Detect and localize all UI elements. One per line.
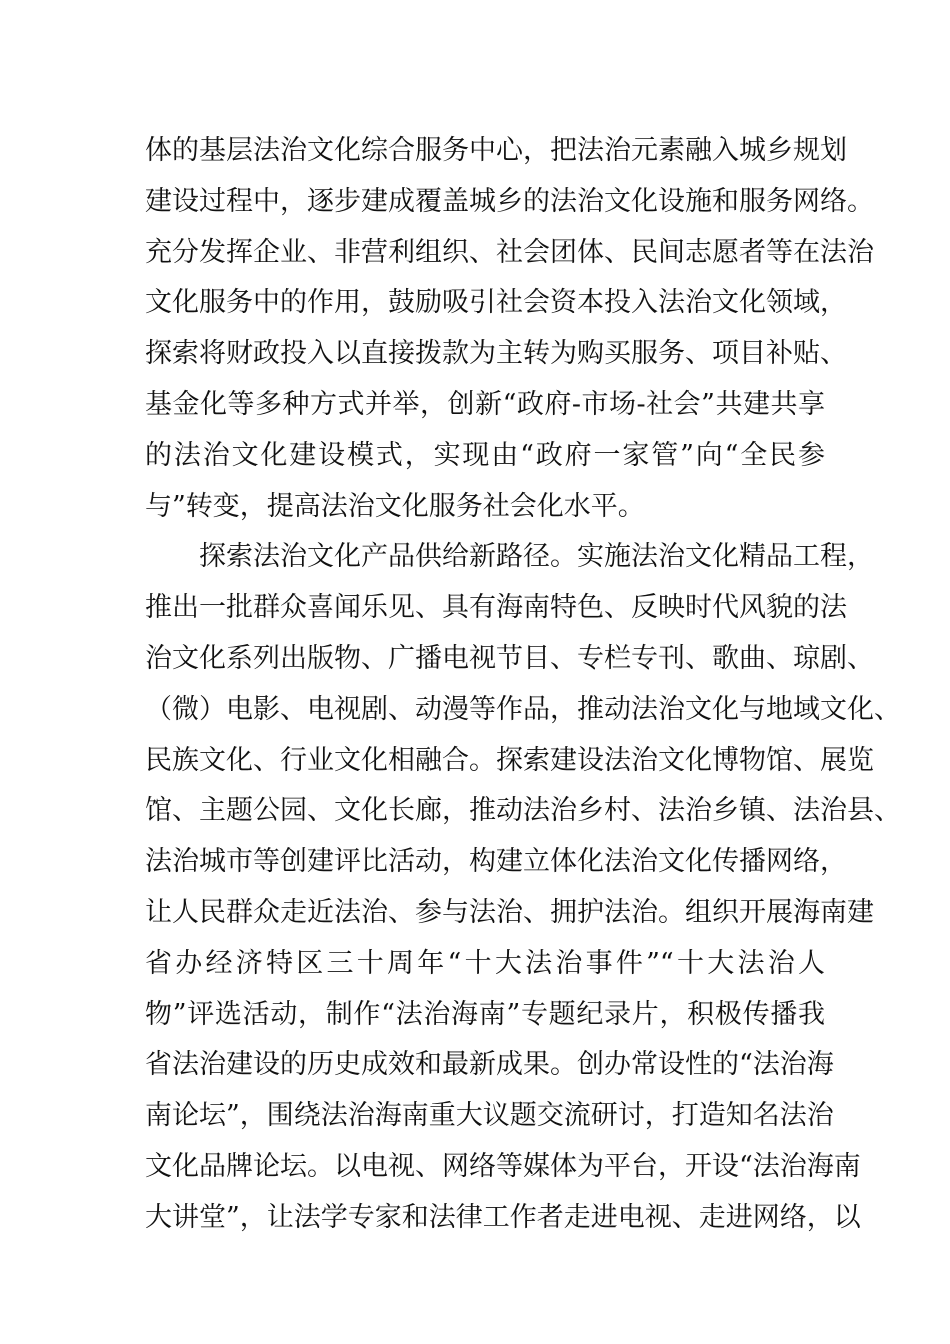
text-line: 文化服务中的作用，鼓励吸引社会资本投入法治文化领域， xyxy=(145,287,847,319)
text-line: 探索法治文化产品供给新路径。实施法治文化精品工程， xyxy=(199,541,874,573)
text-line: 省办经济特区三十周年“十大法治事件”“十大法治人 xyxy=(145,947,825,979)
text-line: 建设过程中，逐步建成覆盖城乡的法治文化设施和服务网络。 xyxy=(145,185,874,217)
text-line: 文化品牌论坛。以电视、网络等媒体为平台，开设“法治海南 xyxy=(145,1150,861,1182)
body-text xyxy=(145,126,901,1244)
text-line: 法治城市等创建评比活动，构建立体化法治文化传播网络， xyxy=(145,846,847,878)
text-line: 物”评选活动，制作“法治海南”专题纪录片，积极传播我 xyxy=(145,998,825,1030)
text-line: 大讲堂”，让法学专家和法律工作者走进电视、走进网络，以 xyxy=(145,1201,861,1233)
text-line: （微）电影、电视剧、动漫等作品，推动法治文化与地域文化、 xyxy=(145,693,901,725)
paragraph-1 xyxy=(145,126,874,532)
text-line: 体的基层法治文化综合服务中心，把法治元素融入城乡规划 xyxy=(145,135,847,166)
text-line: 与”转变，提高法治文化服务社会化水平。 xyxy=(145,490,645,522)
text-line: 馆、主题公园、文化长廊，推动法治乡村、法治乡镇、法治县、 xyxy=(145,795,901,827)
text-line: 探索将财政投入以直接拨款为主转为购买服务、项目补贴、 xyxy=(145,338,847,370)
paragraph-2 xyxy=(145,532,901,1243)
text-line: 推出一批群众喜闻乐见、具有海南特色、反映时代风貌的法 xyxy=(145,592,847,624)
text-line: 南论坛”，围绕法治海南重大议题交流研讨，打造知名法治 xyxy=(145,1100,834,1132)
text-line: 充分发挥企业、非营利组织、社会团体、民间志愿者等在法治 xyxy=(145,236,874,268)
text-line: 的法治文化建设模式，实现由“政府一家管”向“全民参 xyxy=(145,439,825,471)
text-line: 基金化等多种方式并举，创新“政府-市场-社会”共建共享 xyxy=(145,388,825,420)
text-line: 民族文化、行业文化相融合。探索建设法治文化博物馆、展览 xyxy=(145,744,874,776)
text-line: 治文化系列出版物、广播电视节目、专栏专刊、歌曲、琼剧、 xyxy=(145,642,874,674)
text-line: 省法治建设的历史成效和最新成果。创办常设性的“法治海 xyxy=(145,1049,834,1081)
text-line: 让人民群众走近法治、参与法治、拥护法治。组织开展海南建 xyxy=(145,896,874,928)
